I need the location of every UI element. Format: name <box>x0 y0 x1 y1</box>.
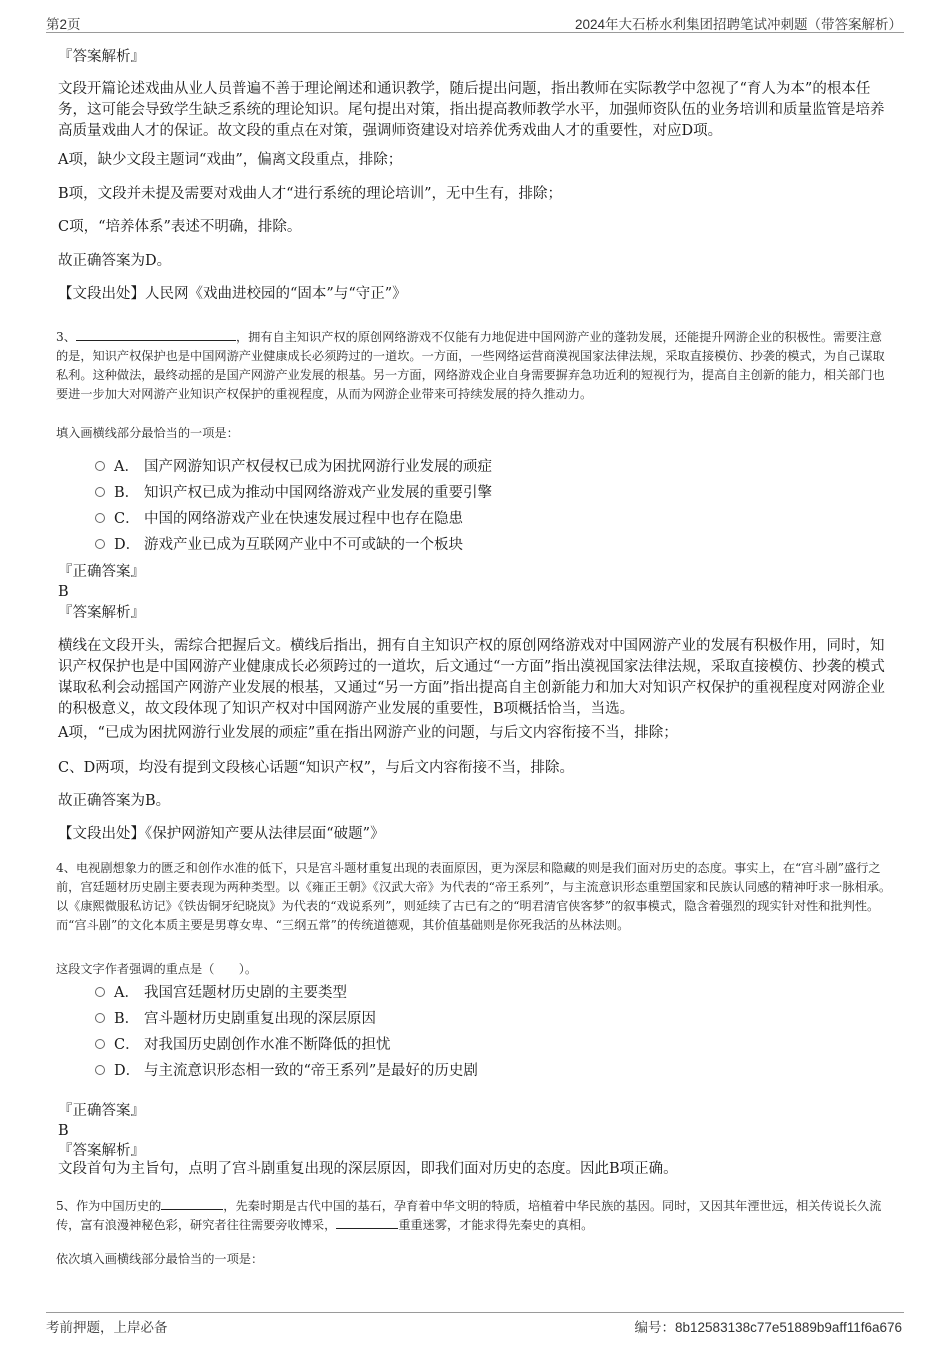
radio-icon[interactable] <box>95 987 105 997</box>
radio-icon[interactable] <box>95 1039 105 1049</box>
q4-answer: B <box>58 1123 69 1139</box>
q3-source: 【文段出处】《保护网游知产要从法律层面“破题”》 <box>58 826 385 842</box>
q4-number: 4、 <box>56 861 76 875</box>
document-title: 2024年大石桥水利集团招聘笔试冲刺题（带答案解析） <box>574 17 902 32</box>
q3-analysis: 横线在文段开头，需综合把握后文。横线后指出，拥有自主知识产权的原创网络游戏对中国网游产业的发展有积极作用，同时，知识产权保护也是中国网游产业健康成长必须跨过的一道坎，后文通过“一方面”指出漠视国家法律法规，采取直接模仿、抄袭的模式谋取私利会动摇国产网游产业发展的根基，又通过“另一方面”指出提高自主创新能力和加大对知识产权保护的重视程度对网游企业的积极意义，故文段体现了知识产权对中国网游产业发展的重要性，B项概括恰当，当选。 <box>58 638 885 717</box>
q4-option-d[interactable] <box>95 1061 478 1081</box>
q3-option-a[interactable] <box>95 457 492 477</box>
q3-option-cd-analysis: C、D两项，均没有提到文段核心话题“知识产权”，与后文内容衔接不当，排除。 <box>58 760 575 776</box>
q3-analysis-heading: 『答案解析』 <box>58 605 145 621</box>
q3-option-c[interactable] <box>95 509 463 529</box>
q2-option-b-analysis: B项，文段并未提及需要对戏曲人才“进行系统的理论培训”，无中生有，排除； <box>58 186 562 202</box>
q4-option-b[interactable] <box>95 1009 376 1029</box>
page-number: 第2页 <box>46 17 81 32</box>
q2-final-answer: 故正确答案为D。 <box>58 253 172 269</box>
q2-option-a-analysis: A项，缺少文段主题词“戏曲”，偏离文段重点，排除； <box>58 152 403 168</box>
q2-source: 【文段出处】人民网《戏曲进校园的“固本”与“守正”》 <box>58 286 407 302</box>
q4-text: 电视剧想象力的匮乏和创作水准的低下，只是宫斗题材重复出现的表面原因，更为深层和隐藏的则是我们面对历史的态度。事实上，在“宫斗剧”盛行之前，宫廷题材历史剧主要表现为两种类型。以《雍正王朝》《汉武大帝》为代表的“帝王系列”，与主流意识形态重塑国家和民族认同感的精神吁求一脉相承。以《康熙微服私访记》《铁齿铜牙纪晓岚》为代表的“戏说系列”，则延续了古已有之的“明君清官侠客梦”的叙事模式，隐含着强烈的现实针对性和批判性。而“宫斗剧”的文化本质主要是男尊女卑、“三纲五常”的传统道德观，其价值基础则是你死我活的丛林法则。 <box>56 861 892 932</box>
option-text: 知识产权已成为推动中国网络游戏产业发展的重要引擎 <box>144 485 492 501</box>
q2-option-c-analysis: C项，“培养体系”表述不明确，排除。 <box>58 219 302 235</box>
q3-blank <box>76 328 236 341</box>
option-letter: A． <box>114 985 139 1001</box>
q4-prompt: 这段文字作者强调的重点是（ ）。 <box>56 962 258 976</box>
q3-prompt: 填入画横线部分最恰当的一项是： <box>56 426 239 440</box>
option-letter: B． <box>114 1011 140 1027</box>
q5-text-a: 作为中国历史的 <box>75 1199 162 1213</box>
radio-icon[interactable] <box>95 1065 105 1075</box>
q3-number: 3、 <box>56 330 76 344</box>
option-text: 我国宫廷题材历史剧的主要类型 <box>144 985 347 1001</box>
radio-icon[interactable] <box>95 461 105 471</box>
q5-text-c: 重重迷雾，才能求得先秦史的真相。 <box>398 1218 594 1232</box>
option-letter: B． <box>114 485 140 501</box>
q3-answer: B <box>58 584 69 600</box>
q5-prompt: 依次填入画横线部分最恰当的一项是： <box>56 1252 264 1266</box>
option-text: 与主流意识形态相一致的“帝王系列”是最好的历史剧 <box>144 1063 478 1079</box>
option-letter: D． <box>114 1063 141 1079</box>
option-letter: A． <box>114 459 139 475</box>
page-header <box>46 10 904 33</box>
q4-analysis: 文段首句为主旨句，点明了宫斗剧重复出现的深层原因，即我们面对历史的态度。因此B项正确。 <box>58 1161 678 1177</box>
q4-answer-heading: 『正确答案』 <box>58 1103 145 1119</box>
option-letter: D． <box>114 537 141 553</box>
q3-answer-heading: 『正确答案』 <box>58 564 145 580</box>
q5-number: 5、 <box>56 1199 76 1213</box>
option-text: 游戏产业已成为互联网产业中不可或缺的一个板块 <box>144 537 463 553</box>
q4-option-a[interactable] <box>95 983 347 1003</box>
option-text: 国产网游知识产权侵权已成为困扰网游行业发展的顽症 <box>144 459 492 475</box>
q4-option-c[interactable] <box>95 1035 391 1055</box>
footer-code: 编号：8b12583138c77e51889b9aff11f6a676 <box>634 1320 902 1335</box>
footer-slogan: 考前押题，上岸必备 <box>46 1320 168 1335</box>
option-letter: C． <box>114 511 140 527</box>
q3-option-b[interactable] <box>95 483 492 503</box>
option-text: 对我国历史剧创作水准不断降低的担忧 <box>144 1037 391 1053</box>
radio-icon[interactable] <box>95 513 105 523</box>
q4-stem <box>56 859 892 935</box>
option-text: 宫斗题材历史剧重复出现的深层原因 <box>144 1011 376 1027</box>
q3-option-d[interactable] <box>95 535 463 555</box>
q5-stem <box>56 1197 892 1235</box>
option-text: 中国的网络游戏产业在快速发展过程中也存在隐患 <box>144 511 463 527</box>
q5-text-b: ，先秦时期是古代中国的基石，孕育着中华文明的特质，培植着中华民族的基因。同时，又因其年湮世远，相关传说长久流传，富有浪漫神秘色彩，研究者往往需要旁收博采， <box>56 1199 882 1232</box>
q5-blank-2 <box>336 1216 398 1229</box>
q4-analysis-heading: 『答案解析』 <box>58 1143 145 1159</box>
radio-icon[interactable] <box>95 487 105 497</box>
q3-text: ，拥有自主知识产权的原创网络游戏不仅能有力地促进中国网游产业的蓬勃发展，还能提升网游企业的积极性。需要注意的是，知识产权保护也是中国网游产业健康成长必须跨过的一道坎。一方面，一些网络运营商漠视国家法律法规，采取直接模仿、抄袭的模式，为自己谋取私利。这种做法，最终动摇的是国产网游产业发展的根基。另一方面，网络游戏企业自身需要摒弃急功近利的短视行为，提高自主创新的能力，相关部门也要进一步加大对网游产业知识产权保护的重视程度，从而为网游企业带来可持续发展的持久推动力。 <box>56 330 885 401</box>
page-footer <box>46 1312 904 1337</box>
q2-analysis-heading: 『答案解析』 <box>58 49 145 65</box>
q3-stem <box>56 328 892 404</box>
q3-option-a-analysis: A项，“已成为困扰网游行业发展的顽症”重在指出网游产业的问题，与后文内容衔接不当，排除； <box>58 725 678 741</box>
option-letter: C． <box>114 1037 140 1053</box>
q3-final-answer: 故正确答案为B。 <box>58 793 171 809</box>
q2-analysis-paragraph: 文段开篇论述戏曲从业人员普遍不善于理论阐述和通识教学，随后提出问题，指出教师在实际教学中忽视了“育人为本”的根本任务，这可能会导致学生缺乏系统的理论知识。尾句提出对策，指出提高教师教学水平，加强师资队伍的业务培训和质量监管是培养高质量戏曲人才的保证。故文段的重点在对策，强调师资建设对培养优秀戏曲人才的重要性，对应D项。 <box>58 81 885 139</box>
q5-blank-1 <box>161 1197 223 1210</box>
radio-icon[interactable] <box>95 1013 105 1023</box>
radio-icon[interactable] <box>95 539 105 549</box>
